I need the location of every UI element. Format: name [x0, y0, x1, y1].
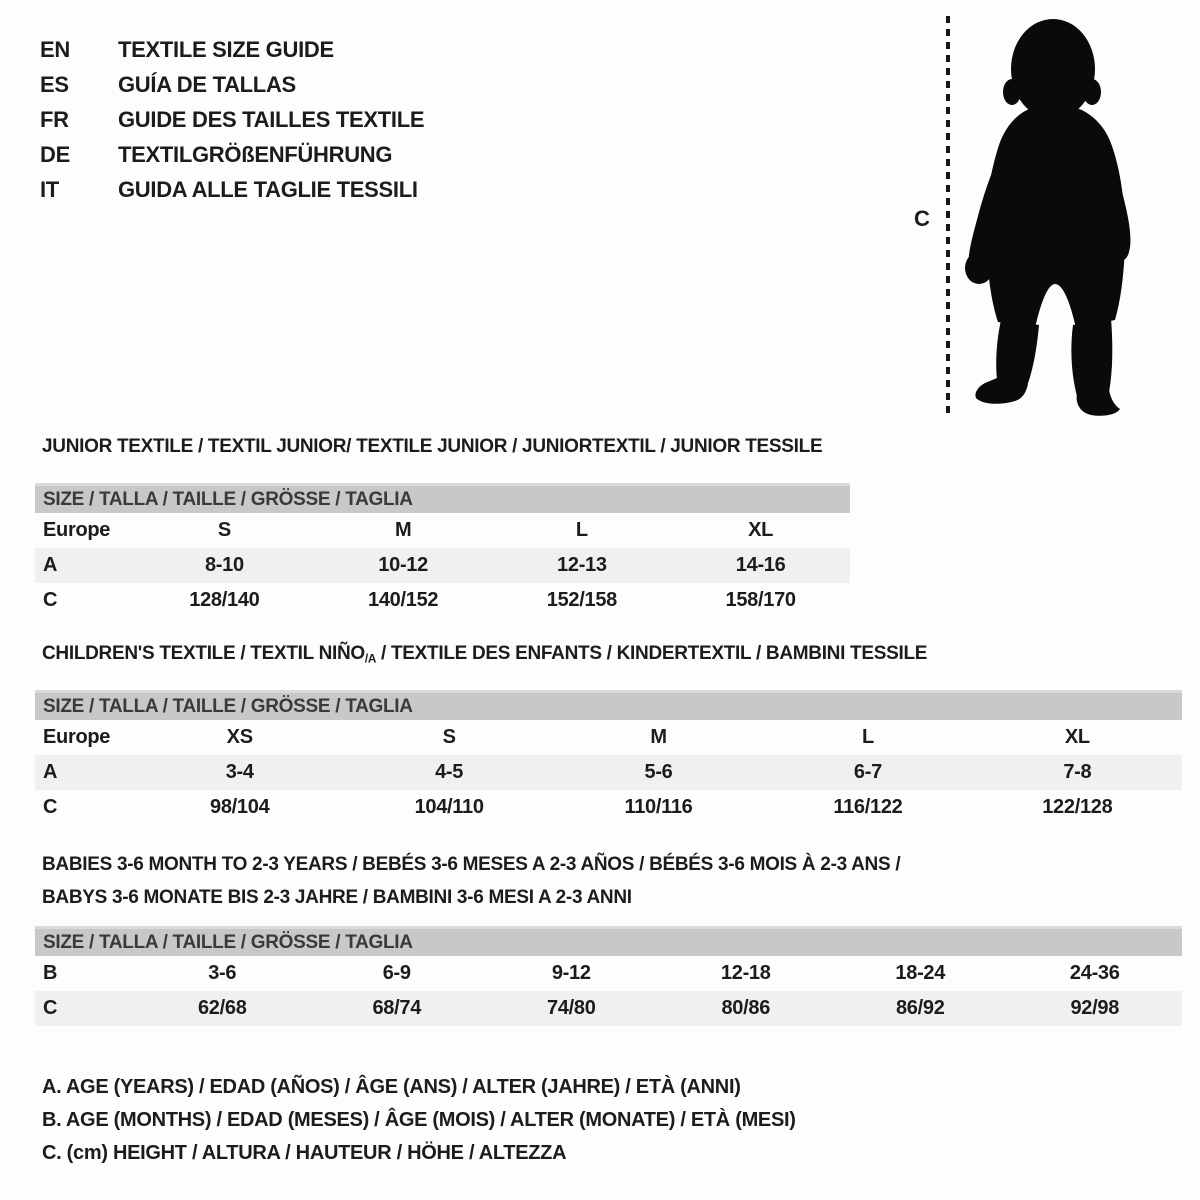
age-cell: 18-24: [895, 962, 946, 984]
babies-size-table: [35, 926, 1182, 1026]
height-cell: 92/98: [1070, 997, 1120, 1019]
language-title-list: [40, 32, 424, 207]
size-table-header: SIZE / TALLA / TAILLE / GRÖSSE / TAGLIA: [35, 690, 1182, 720]
table-row-age: [35, 548, 850, 583]
height-cell: 158/170: [725, 589, 796, 611]
lang-row-en: [40, 32, 424, 67]
size-cell: XL: [748, 519, 774, 541]
measurement-legend: [42, 1071, 796, 1170]
age-cell: 24-36: [1069, 962, 1120, 984]
age-cell: 6-9: [382, 962, 411, 984]
babies-section-title: [42, 848, 900, 914]
height-cell: 122/128: [1042, 796, 1113, 818]
age-cell: 14-16: [735, 554, 786, 576]
age-cell: 12-13: [557, 554, 607, 576]
age-cell: 5-6: [644, 761, 673, 783]
size-cell: S: [442, 726, 456, 748]
lang-title: GUIDA ALLE TAGLIE TESSILI: [118, 176, 418, 202]
table-row-height: [35, 583, 850, 618]
legend-line-c: C. (cm) HEIGHT / ALTURA / HAUTEUR / HÖHE / ALTEZZA: [42, 1142, 567, 1164]
lang-code: IT: [40, 176, 59, 202]
table-row-europe: [35, 720, 1182, 755]
table-row-age: [35, 755, 1182, 790]
age-cell: 12-18: [720, 962, 771, 984]
children-size-table: [35, 690, 1182, 825]
height-cell: 62/68: [197, 997, 247, 1019]
height-cell: 128/140: [189, 589, 260, 611]
size-cell: XL: [1064, 726, 1090, 748]
size-table-header: SIZE / TALLA / TAILLE / GRÖSSE / TAGLIA: [35, 483, 850, 513]
height-cell: 68/74: [372, 997, 422, 1019]
babies-title-line2: BABYS 3-6 MONATE BIS 2-3 JAHRE / BAMBINI 3-6 MESI A 2-3 ANNI: [42, 887, 632, 908]
row-label: A: [43, 761, 58, 783]
height-cell: 98/104: [210, 796, 270, 818]
row-label: B: [43, 962, 58, 984]
age-cell: 3-4: [225, 761, 254, 783]
height-measure-label: C: [914, 206, 930, 231]
lang-row-es: [40, 67, 424, 102]
size-table-header: SIZE / TALLA / TAILLE / GRÖSSE / TAGLIA: [35, 926, 1182, 956]
lang-code: DE: [40, 141, 70, 167]
size-cell: XS: [226, 726, 253, 748]
lang-title: GUIDE DES TAILLES TEXTILE: [118, 106, 425, 132]
height-cell: 110/116: [624, 796, 693, 818]
lang-row-de: [40, 137, 424, 172]
age-cell: 8-10: [204, 554, 244, 576]
size-cell: M: [394, 519, 412, 541]
lang-row-it: [40, 172, 424, 207]
size-cell: L: [575, 519, 588, 541]
row-label: Europe: [43, 726, 111, 748]
lang-title: TEXTILE SIZE GUIDE: [118, 36, 334, 62]
table-row-height: [35, 790, 1182, 825]
children-title-sub: /A: [364, 652, 377, 666]
children-section-title: [42, 643, 927, 665]
size-cell: M: [650, 726, 667, 748]
children-title-part2: / TEXTILE DES ENFANTS / KINDERTEXTIL / BAMBINI TESSILE: [376, 643, 928, 664]
height-cell: 74/80: [546, 997, 596, 1019]
age-cell: 4-5: [435, 761, 464, 783]
size-cell: S: [217, 519, 231, 541]
row-label: Europe: [43, 519, 111, 541]
children-title-part1: CHILDREN'S TEXTILE / TEXTIL NIÑO: [42, 643, 365, 664]
lang-code: EN: [40, 36, 70, 62]
lang-title: TEXTILGRÖßENFÜHRUNG: [118, 141, 393, 167]
row-label: C: [43, 796, 58, 818]
size-cell: L: [861, 726, 874, 748]
height-measure-dashed-line: [946, 16, 950, 416]
height-cell: 140/152: [368, 589, 439, 611]
age-cell: 6-7: [853, 761, 882, 783]
row-label: C: [43, 589, 58, 611]
lang-code: ES: [40, 71, 69, 97]
lang-title: GUÍA DE TALLAS: [118, 71, 296, 97]
age-cell: 3-6: [208, 962, 237, 984]
age-cell: 10-12: [378, 554, 428, 576]
table-row-age-months: [35, 956, 1182, 991]
table-row-height: [35, 991, 1182, 1026]
age-cell: 7-8: [1063, 761, 1092, 783]
row-label: C: [43, 997, 58, 1019]
height-cell: 152/158: [546, 589, 617, 611]
lang-code: FR: [40, 106, 69, 132]
legend-line-b: B. AGE (MONTHS) / EDAD (MESES) / ÂGE (MOIS) / ALTER (MONATE) / ETÀ (MESI): [42, 1109, 796, 1131]
junior-size-table: [35, 483, 850, 618]
age-cell: 9-12: [551, 962, 591, 984]
babies-title-line1: BABIES 3-6 MONTH TO 2-3 YEARS / BEBÉS 3-6 MESES A 2-3 AÑOS / BÉBÉS 3-6 MOIS À 2-3 ANS /: [42, 854, 901, 875]
height-cell: 116/122: [833, 796, 903, 818]
legend-line-a: A. AGE (YEARS) / EDAD (AÑOS) / ÂGE (ANS) / ALTER (JAHRE) / ETÀ (ANNI): [42, 1076, 741, 1098]
toddler-silhouette-icon: [952, 14, 1144, 416]
row-label: A: [43, 554, 58, 576]
height-cell: 86/92: [895, 997, 945, 1019]
height-cell: 104/110: [414, 796, 484, 818]
height-cell: 80/86: [721, 997, 771, 1019]
lang-row-fr: [40, 102, 424, 137]
table-row-europe: [35, 513, 850, 548]
junior-section-title: JUNIOR TEXTILE / TEXTIL JUNIOR/ TEXTILE JUNIOR / JUNIORTEXTIL / JUNIOR TESSILE: [42, 436, 823, 457]
